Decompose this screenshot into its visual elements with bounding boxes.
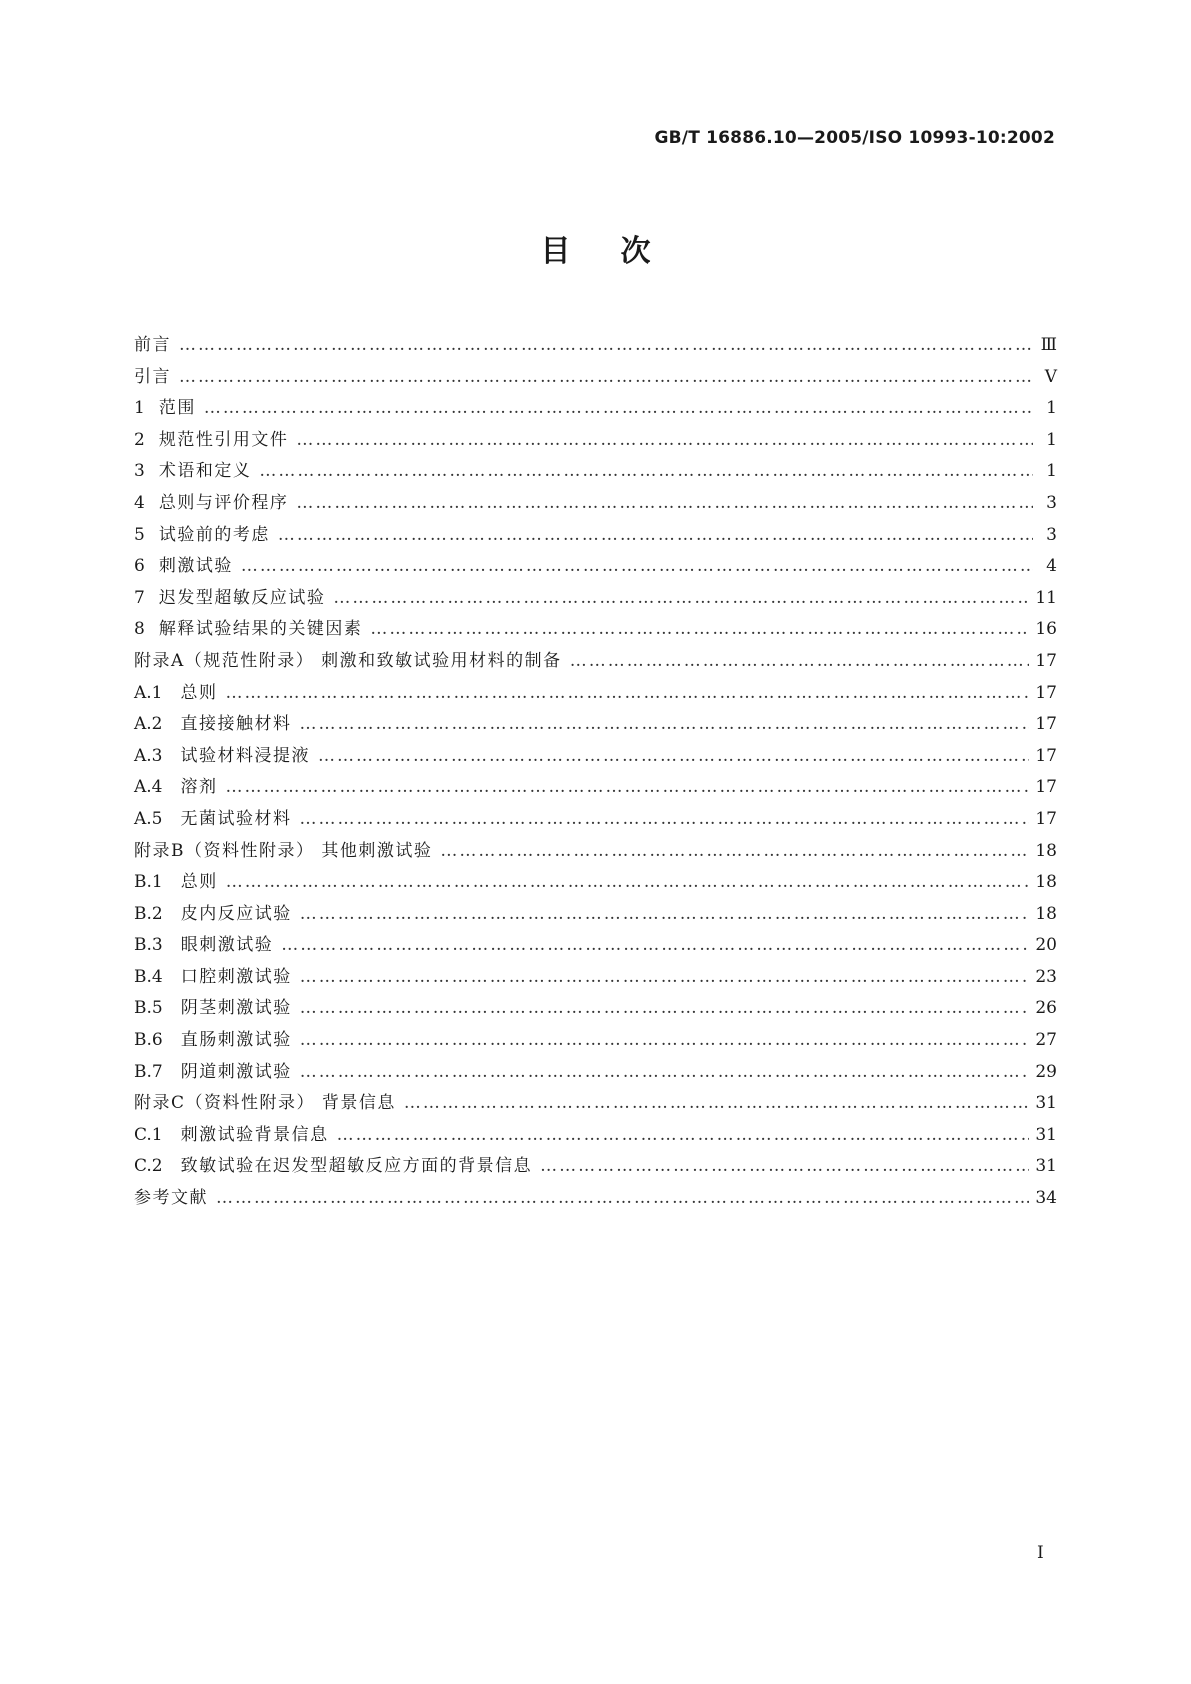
toc-entry-label: 参考文献 (134, 1188, 208, 1209)
toc-entry-number: A.4 (134, 777, 163, 798)
toc-leader-dots (300, 899, 1030, 931)
toc-entry-page: 18 (1035, 872, 1057, 893)
toc-entry-label: 附录A（规范性附录） 刺激和致敏试验用材料的制备 (134, 650, 562, 671)
toc-entry[interactable] (134, 1025, 1057, 1057)
toc-entry[interactable] (134, 583, 1057, 615)
toc-entry[interactable] (134, 1151, 1057, 1183)
toc-entry-number: 2 (134, 429, 145, 450)
toc-entry[interactable] (134, 614, 1057, 646)
toc-entry-number: 4 (134, 492, 145, 513)
toc-leader-dots (300, 1057, 1030, 1089)
toc-entry-number: C.1 (134, 1124, 163, 1145)
toc-entry-number: B.7 (134, 1061, 163, 1082)
toc-entry-page: 3 (1046, 492, 1057, 513)
table-of-contents (134, 330, 1057, 1215)
toc-leader-dots (318, 741, 1029, 773)
toc-leader-dots (370, 614, 1029, 646)
toc-leader-dots (281, 930, 1029, 962)
toc-entry-label: 术语和定义 (158, 461, 252, 482)
toc-entry[interactable] (134, 1088, 1057, 1120)
toc-entry-page: 27 (1035, 1030, 1057, 1051)
toc-entry-number: B.2 (134, 903, 163, 924)
toc-entry-page: Ⅲ (1040, 335, 1057, 355)
toc-entry-label: 眼刺激试验 (180, 935, 274, 956)
toc-entry-label: 刺激试验背景信息 (180, 1124, 329, 1145)
toc-entry[interactable] (134, 741, 1057, 773)
toc-entry-label: 溶剂 (180, 777, 218, 798)
toc-entry-label: 阴道刺激试验 (180, 1061, 292, 1082)
toc-leader-dots (300, 804, 1030, 836)
toc-entry-label: 引言 (134, 366, 171, 387)
toc-entry[interactable] (134, 520, 1057, 552)
toc-entry-number: 1 (134, 398, 145, 419)
toc-entry-label: 附录B（资料性附录） 其他刺激试验 (134, 840, 433, 861)
toc-entry-page: 4 (1046, 556, 1057, 577)
toc-leader-dots (333, 583, 1029, 615)
toc-leader-dots (226, 867, 1030, 899)
toc-entry[interactable] (134, 646, 1057, 678)
toc-entry-page: 1 (1046, 398, 1057, 419)
toc-entry-number: B.5 (134, 998, 163, 1019)
toc-entry-label: 范围 (158, 398, 196, 419)
toc-entry[interactable] (134, 772, 1057, 804)
toc-entry-label: 口腔刺激试验 (180, 966, 292, 987)
toc-entry[interactable] (134, 709, 1057, 741)
toc-entry[interactable] (134, 836, 1057, 868)
toc-entry[interactable] (134, 488, 1057, 520)
toc-entry-page: 29 (1035, 1061, 1057, 1082)
toc-leader-dots (241, 551, 1033, 583)
page-number: I (1037, 1543, 1044, 1563)
toc-entry[interactable] (134, 330, 1057, 362)
toc-entry-page: 31 (1035, 1156, 1057, 1177)
toc-entry[interactable] (134, 1057, 1057, 1089)
toc-entry-page: 11 (1035, 587, 1057, 608)
toc-entry-page: 17 (1035, 777, 1057, 798)
toc-leader-dots (300, 1025, 1030, 1057)
toc-entry[interactable] (134, 962, 1057, 994)
toc-entry-number: 8 (134, 619, 145, 640)
toc-leader-dots (179, 330, 1033, 362)
toc-entry-label: 规范性引用文件 (158, 429, 289, 450)
toc-entry[interactable] (134, 930, 1057, 962)
toc-leader-dots (570, 646, 1030, 678)
toc-entry-label: 附录C（资料性附录） 背景信息 (134, 1093, 396, 1114)
toc-entry-page: 17 (1035, 714, 1057, 735)
toc-entry-label: 致敏试验在迟发型超敏反应方面的背景信息 (180, 1156, 533, 1177)
toc-entry[interactable] (134, 393, 1057, 425)
toc-entry-page: 17 (1035, 682, 1057, 703)
toc-entry[interactable] (134, 425, 1057, 457)
toc-leader-dots (300, 709, 1030, 741)
toc-entry-label: 解释试验结果的关键因素 (158, 619, 363, 640)
toc-entry-label: 试验材料浸提液 (180, 745, 310, 766)
toc-entry[interactable] (134, 993, 1057, 1025)
toc-entry-page: 18 (1035, 903, 1057, 924)
toc-entry-number: C.2 (134, 1156, 163, 1177)
toc-entry-label: 迟发型超敏反应试验 (158, 587, 326, 608)
toc-leader-dots (226, 772, 1030, 804)
page-title: 目次 (540, 234, 701, 269)
toc-entry-page: Ⅴ (1044, 366, 1057, 387)
toc-leader-dots (296, 488, 1033, 520)
toc-leader-dots (226, 678, 1030, 710)
toc-entry-page: 34 (1035, 1188, 1057, 1209)
toc-entry-number: B.1 (134, 872, 163, 893)
toc-entry[interactable] (134, 1120, 1057, 1152)
toc-entry[interactable] (134, 899, 1057, 931)
toc-entry-label: 试验前的考虑 (158, 524, 270, 545)
toc-leader-dots (300, 993, 1030, 1025)
toc-leader-dots (296, 425, 1033, 457)
toc-entry[interactable] (134, 362, 1057, 394)
toc-entry-number: 6 (134, 556, 145, 577)
standard-code: GB/T 16886.10—2005/ISO 10993-10:2002 (654, 128, 1055, 148)
toc-entry-label: 前言 (134, 335, 171, 355)
toc-entry-page: 16 (1035, 619, 1057, 640)
toc-entry[interactable] (134, 867, 1057, 899)
toc-entry-number: A.1 (134, 682, 163, 703)
toc-entry-label: 总则 (180, 872, 218, 893)
toc-entry-page: 26 (1035, 998, 1057, 1019)
toc-entry[interactable] (134, 551, 1057, 583)
toc-entry-page: 20 (1035, 935, 1057, 956)
toc-entry[interactable] (134, 804, 1057, 836)
toc-leader-dots (204, 393, 1033, 425)
toc-leader-dots (300, 962, 1030, 994)
toc-leader-dots (216, 1183, 1029, 1215)
toc-entry-page: 17 (1035, 745, 1057, 766)
toc-leader-dots (404, 1088, 1029, 1120)
toc-entry-page: 3 (1046, 524, 1057, 545)
toc-entry-label: 阴茎刺激试验 (180, 998, 292, 1019)
toc-entry-label: 直肠刺激试验 (180, 1030, 292, 1051)
toc-entry-number: A.5 (134, 808, 163, 829)
toc-entry-label: 直接接触材料 (180, 714, 292, 735)
toc-entry-label: 皮内反应试验 (180, 903, 292, 924)
toc-entry-number: 7 (134, 587, 145, 608)
toc-entry-page: 18 (1035, 840, 1057, 861)
toc-entry-number: 3 (134, 461, 145, 482)
toc-entry-label: 刺激试验 (158, 556, 233, 577)
toc-entry[interactable] (134, 678, 1057, 710)
toc-entry-label: 总则与评价程序 (158, 492, 289, 513)
toc-entry-page: 1 (1046, 429, 1057, 450)
toc-entry[interactable] (134, 456, 1057, 488)
toc-entry-page: 1 (1046, 461, 1057, 482)
toc-entry-page: 17 (1035, 808, 1057, 829)
toc-leader-dots (337, 1120, 1030, 1152)
toc-entry-number: 5 (134, 524, 145, 545)
toc-entry-page: 31 (1035, 1093, 1057, 1114)
toc-entry-page: 17 (1035, 650, 1057, 671)
toc-entry-number: A.3 (134, 745, 163, 766)
toc-entry-label: 无菌试验材料 (180, 808, 292, 829)
toc-leader-dots (179, 362, 1033, 394)
toc-entry-number: B.6 (134, 1030, 163, 1051)
toc-entry-number: B.4 (134, 966, 163, 987)
toc-entry-page: 23 (1035, 966, 1057, 987)
toc-leader-dots (440, 836, 1029, 868)
toc-entry-page: 31 (1035, 1124, 1057, 1145)
toc-leader-dots (259, 456, 1033, 488)
toc-entry-label: 总则 (180, 682, 218, 703)
toc-entry-number: A.2 (134, 714, 163, 735)
toc-leader-dots (278, 520, 1033, 552)
toc-leader-dots (540, 1151, 1029, 1183)
toc-entry[interactable] (134, 1183, 1057, 1215)
toc-entry-number: B.3 (134, 935, 163, 956)
